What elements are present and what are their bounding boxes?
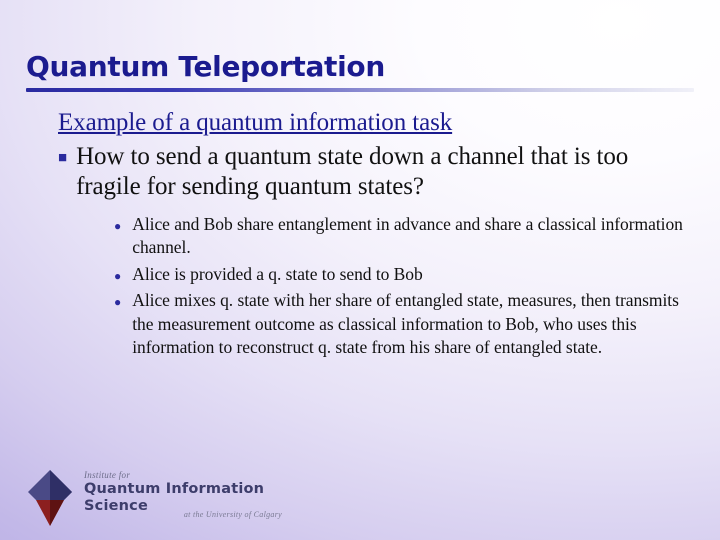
logo-text-block [84,470,284,514]
logo-name: Quantum Information Science [84,481,265,514]
body-heading: Example of a quantum information task [58,109,453,136]
logo-affiliation: at the University of Calgary [183,510,282,519]
main-bullet-item [58,142,698,203]
sub-bullet-list [114,213,698,360]
title-divider [26,88,694,92]
list-item-text: Alice mixes q. state with her share of entangled state, measures, then transmits the measurement outcome as classical information to Bob, who uses this information to reconstruct q. state from his share of entangled state. [132,290,679,358]
logo-institute-line: Institute for [84,470,131,480]
disc-bullet-icon: ● [114,295,122,310]
list-item-text: Alice is provided a q. state to send to Bob [132,263,423,284]
list-item [114,289,698,359]
square-bullet-icon: ■ [58,149,68,166]
page-title: Quantum Teleportation [26,50,385,83]
slide-body [58,108,698,363]
main-bullet-text: How to send a quantum state down a channel that is too fragile for sending quantum states? [76,142,629,200]
logo [28,466,282,528]
disc-bullet-icon: ● [114,268,122,283]
list-item-text: Alice and Bob share entanglement in advance and share a classical information channel. [132,214,683,258]
list-item [114,213,698,260]
list-item [114,263,698,286]
institute-logo-icon [28,470,72,526]
disc-bullet-icon: ● [114,219,122,233]
